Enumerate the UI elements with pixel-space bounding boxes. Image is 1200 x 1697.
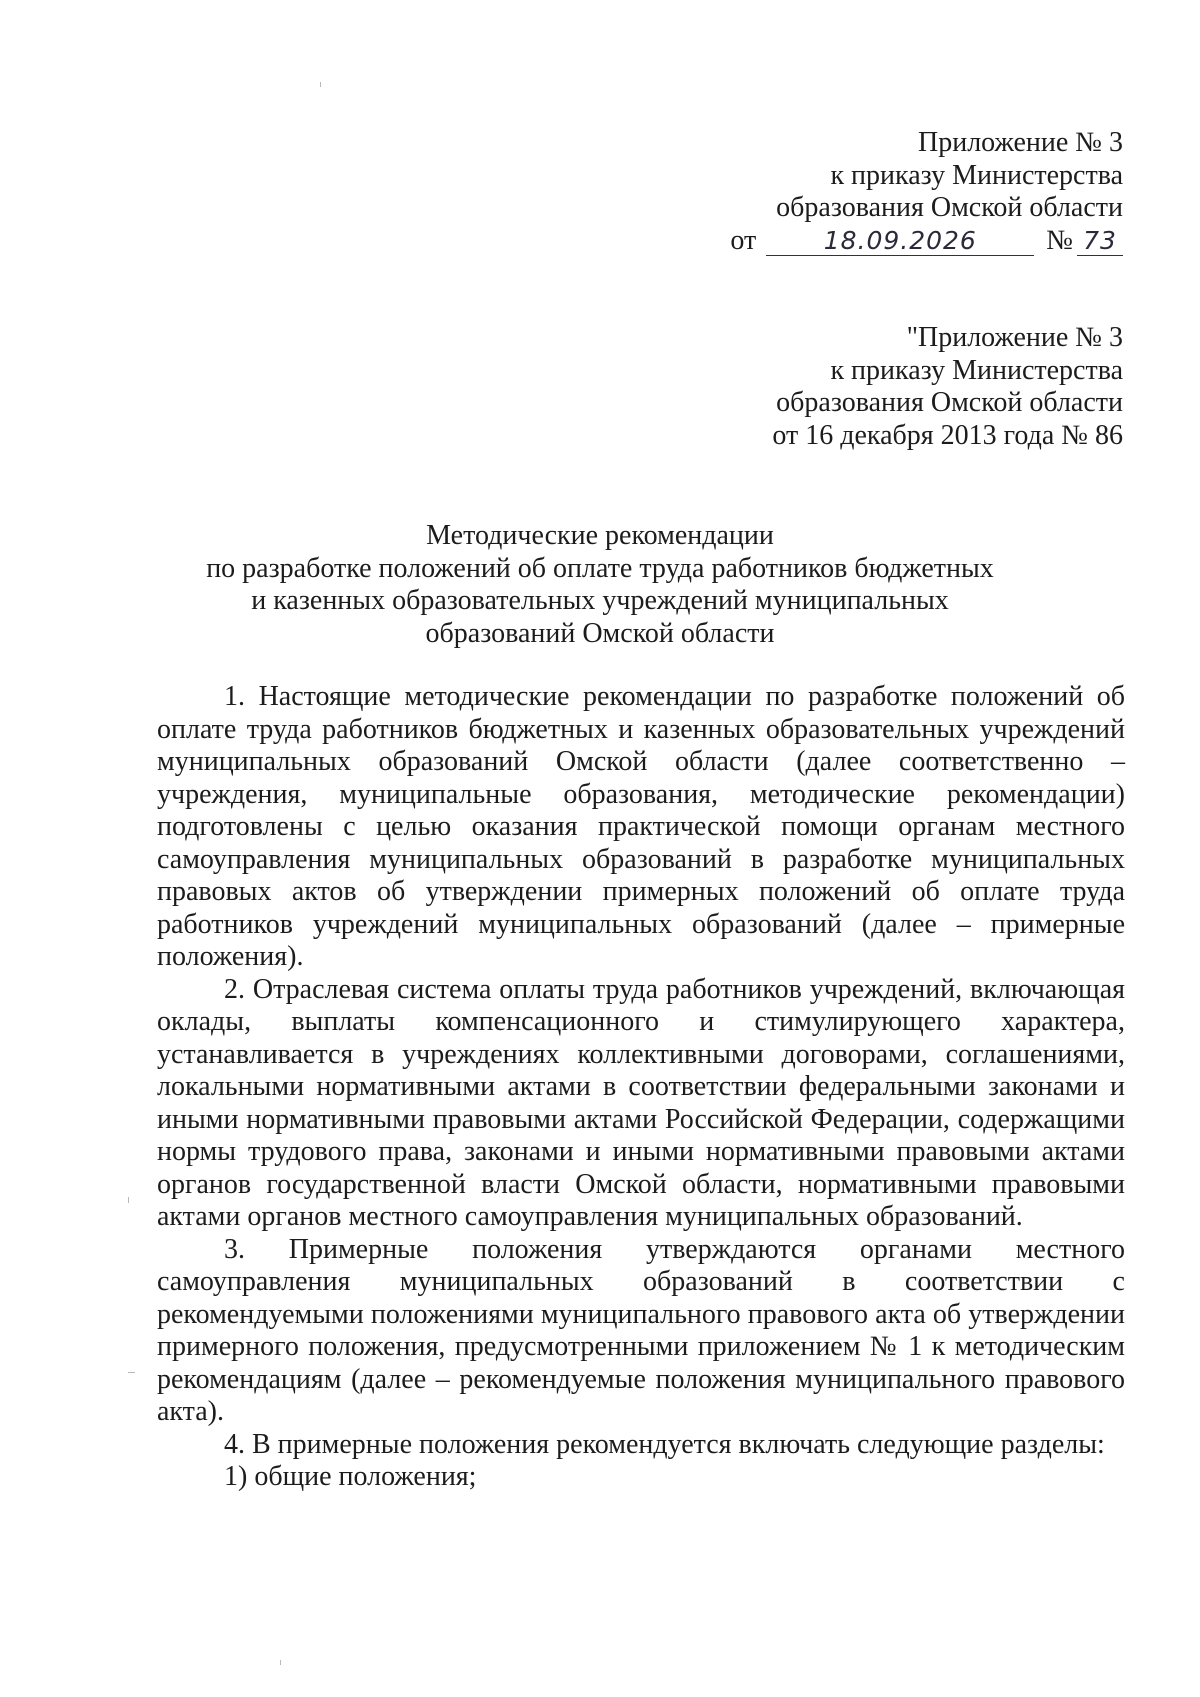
annex-previous-line1: "Приложение № 3 xyxy=(906,322,1123,353)
number-label: № xyxy=(1046,224,1073,256)
annex-previous-line4: от 16 декабря 2013 года № 86 xyxy=(772,419,1123,451)
scan-speck xyxy=(280,1660,281,1665)
document-body xyxy=(157,681,1125,1494)
list-item-1: 1) общие положения; xyxy=(224,1461,477,1492)
annex-current-line1: Приложение № 3 xyxy=(918,127,1123,158)
paragraph-2: 2. Отраслевая система оплаты труда работников учреждений, включающая оклады, выплаты компенсационного и стимулирующего характера, устанавливается в учреждениях коллективными договорами, соглашениями, локальными нормативными актами в соответствии федеральными законами и иными нормативными правовыми актами Российской Федерации, содержащими нормы трудового права, законами и иными нормативными правовыми актами органов государственной власти Омской области, нормативными правовыми актами органов местного самоуправления муниципальных образований. xyxy=(157,973,1125,1232)
paragraph-4: 4. В примерные положения рекомендуется включать следующие разделы: xyxy=(224,1428,1105,1460)
scan-speck xyxy=(128,1372,135,1373)
annex-current-header xyxy=(730,127,1123,257)
from-label: от xyxy=(730,224,757,256)
title-line4: образований Омской области xyxy=(425,617,775,649)
annex-current-line3: образования Омской области xyxy=(776,192,1123,223)
handwritten-date: 18.09.2026 xyxy=(766,227,1034,256)
title-line3: и казенных образовательных учреждений муниципальных xyxy=(251,585,949,616)
title-line1: Методические рекомендации xyxy=(426,520,774,551)
handwritten-number: 73 xyxy=(1077,227,1123,256)
annex-previous-line2: к приказу Министерства xyxy=(830,354,1123,386)
scan-speck xyxy=(320,82,321,87)
annex-previous-header xyxy=(772,322,1123,452)
order-date-number-line xyxy=(730,225,1123,258)
paragraph-3: 3. Примерные положения утверждаются органами местного самоуправления муниципальных образований в соответствии с рекомендуемыми положениями муниципального правового акта об утверждении примерного положения, предусмотренными приложением № 1 к методическим рекомендациям (далее – рекомендуемые положения муниципального правового акта). xyxy=(157,1233,1125,1427)
title-line2: по разработке положений об оплате труда работников бюджетных xyxy=(206,552,994,584)
annex-current-line2: к приказу Министерства xyxy=(830,159,1123,191)
paragraph-1: 1. Настоящие методические рекомендации по разработке положений об оплате труда работников бюджетных и казенных образовательных учреждений муниципальных образований Омской области (далее соответственно – учреждения, муниципальные образования, методические рекомендации) подготовлены с целью оказания практической помощи органам местного самоуправления муниципальных образований в разработке муниципальных правовых актов об утверждении примерных положений об оплате труда работников учреждений муниципальных образований (далее – примерные положения). xyxy=(157,681,1125,972)
document-title xyxy=(0,520,1200,650)
annex-previous-line3: образования Омской области xyxy=(776,387,1123,418)
scan-speck xyxy=(128,1197,129,1203)
